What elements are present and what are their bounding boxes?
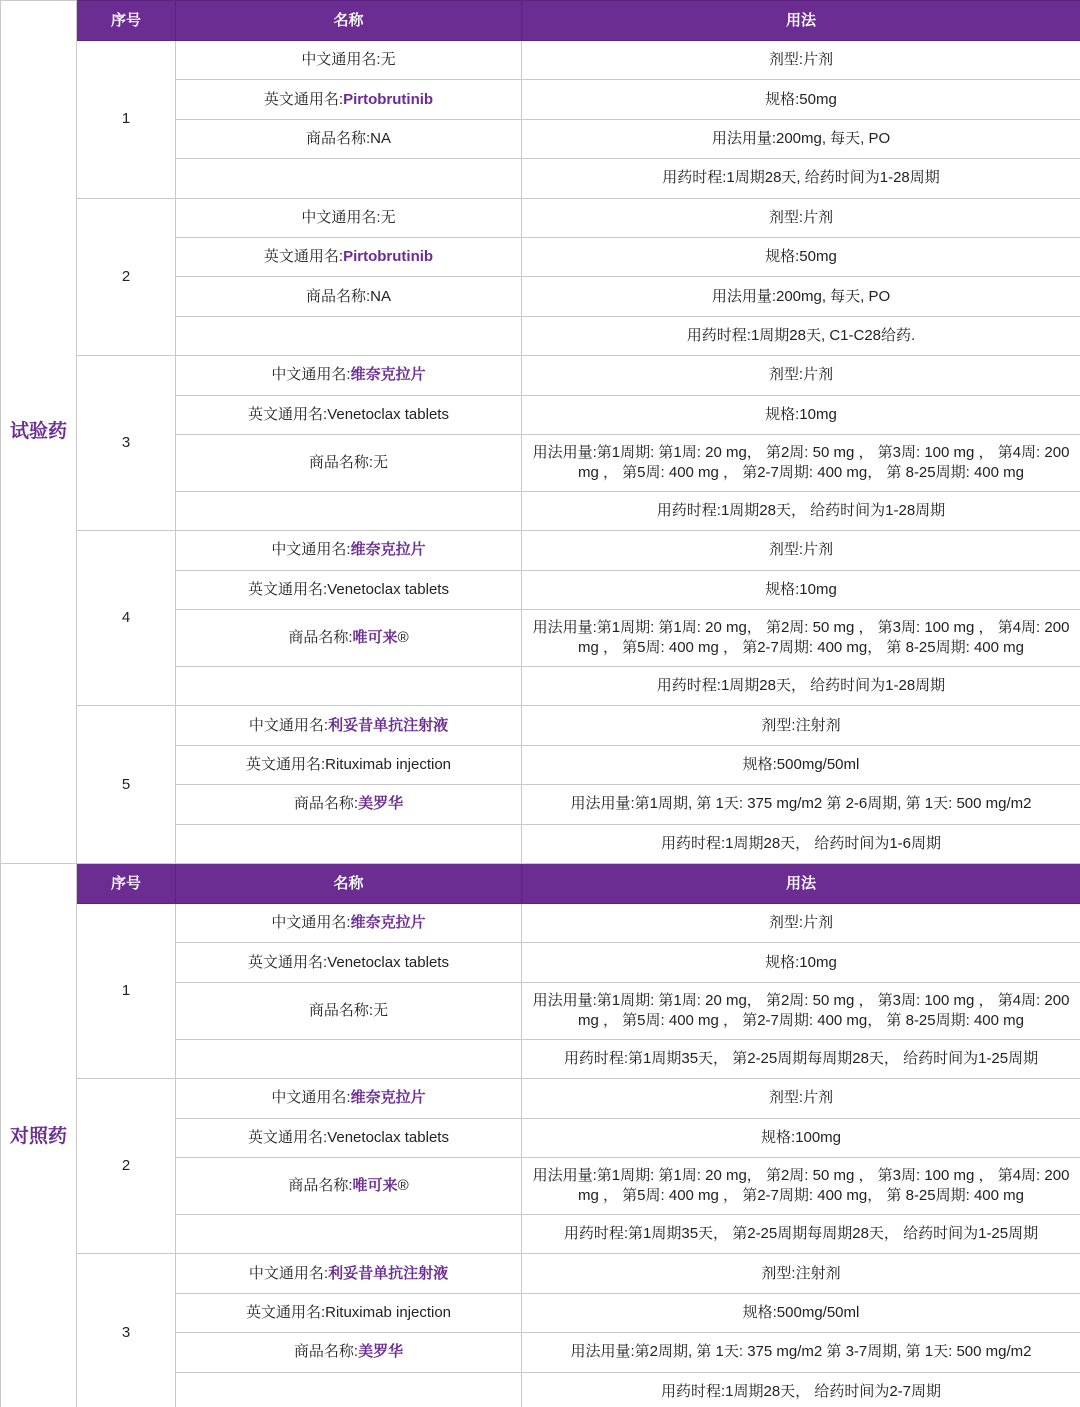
drug-name-label: 商品名称: [293,1343,359,1361]
usage-cell: 剂型:片剂 [522,356,1080,395]
drug-name-cell [176,824,522,863]
drug-name-label: 英文通用名: [263,248,344,266]
usage-cell: 用法用量:200mg, 每天, PO [522,277,1080,316]
drug-name-cell [176,119,522,158]
usage-cell: 剂型:片剂 [522,531,1080,570]
drug-name-cell [176,1254,522,1293]
drug-name-cell [176,1118,522,1157]
drug-name-cell [176,1372,522,1407]
header-row [1,1,1080,41]
group-number: 2 [77,1079,176,1254]
drug-name-cell [176,277,522,316]
drug-name-highlight: Pirtobrutinib [343,248,434,266]
group-number: 2 [77,198,176,356]
drug-name-cell [176,531,522,570]
usage-cell: 剂型:片剂 [522,198,1080,237]
drug-name-highlight: 利妥昔单抗注射液 [328,716,449,734]
drug-name-label: 中文通用名: [271,541,351,559]
usage-cell: 用药时程:第1周期35天， 第2-25周期每周期28天， 给药时间为1-25周期 [522,1214,1080,1253]
drug-row [1,198,1080,237]
drug-row [1,531,1080,570]
drug-name-cell [176,198,522,237]
drug-name-cell [176,316,522,355]
drug-name-label: 英文通用名:Venetoclax tablets [248,1128,449,1146]
usage-cell: 用法用量:第2周期, 第 1天: 375 mg/m2 第 3-7周期, 第 1天: 500 mg/m2 [522,1333,1080,1372]
drug-row [1,356,1080,395]
usage-cell: 用法用量:第1周期, 第 1天: 375 mg/m2 第 2-6周期, 第 1天: 500 mg/m2 [522,785,1080,824]
drug-name-highlight: 美罗华 [358,795,404,813]
drug-name-suffix: ® [397,629,409,647]
drug-name-cell [176,1157,522,1214]
group-number: 5 [77,706,176,864]
drug-name-label: 英文通用名:Venetoclax tablets [248,953,449,971]
drug-name-label: 中文通用名: [248,716,329,734]
drug-name-suffix: ® [397,1176,409,1194]
usage-cell: 规格:10mg [522,943,1080,982]
drug-row [1,1254,1080,1293]
usage-cell: 剂型:片剂 [522,904,1080,943]
drug-name-label: 商品名称: [288,1176,353,1194]
header-row [1,864,1080,904]
drug-name-label: 中文通用名: [271,914,351,932]
drug-name-cell [176,785,522,824]
drug-name-cell [176,982,522,1039]
drug-name-label: 商品名称: [288,629,353,647]
drug-row [1,904,1080,943]
drug-name-cell [176,80,522,119]
drug-name-highlight: 维奈克拉片 [350,1089,426,1107]
drug-name-cell [176,41,522,80]
usage-cell: 规格:50mg [522,237,1080,276]
usage-cell: 用药时程:1周期28天, 给药时间为1-28周期 [522,159,1080,198]
drug-name-cell [176,943,522,982]
drug-name-cell [176,237,522,276]
drug-name-label: 商品名称:无 [308,1001,389,1019]
drug-name-label: 英文通用名:Rituximab injection [245,756,452,774]
drug-name-highlight: Pirtobrutinib [343,90,434,108]
usage-cell: 规格:50mg [522,80,1080,119]
usage-cell: 规格:100mg [522,1118,1080,1157]
usage-cell: 用药时程:1周期28天， 给药时间为1-28周期 [522,667,1080,706]
usage-cell: 用法用量:200mg, 每天, PO [522,119,1080,158]
usage-cell: 剂型:注射剂 [522,706,1080,745]
header-number: 序号 [77,864,176,904]
group-number: 3 [77,356,176,531]
drug-name-highlight: 利妥昔单抗注射液 [328,1264,449,1282]
usage-cell: 规格:10mg [522,395,1080,434]
drug-name-label: 中文通用名: [271,1089,351,1107]
drug-name-cell [176,1214,522,1253]
usage-cell: 用法用量:第1周期: 第1周: 20 mg， 第2周: 50 mg ， 第3周: 100 mg ， 第4周: 200 mg ， 第5周: 400 mg ， 第2-7周期: 400 mg， 第 8-25周期: 400 mg [522,982,1080,1039]
drug-name-label: 中文通用名: [271,366,351,384]
drug-name-cell [176,706,522,745]
drug-name-label: 商品名称:NA [305,287,391,305]
drug-name-label: 中文通用名:无 [301,51,396,69]
section-1 [1,1,1080,864]
drug-name-cell [176,356,522,395]
drug-name-cell [176,395,522,434]
drug-name-cell [176,610,522,667]
drug-name-cell [176,904,522,943]
header-number: 序号 [77,1,176,41]
usage-cell: 用法用量:第1周期: 第1周: 20 mg， 第2周: 50 mg ， 第3周: 100 mg ， 第4周: 200 mg ， 第5周: 400 mg ， 第2-7周期: 400 mg， 第 8-25周期: 400 mg [522,610,1080,667]
usage-cell: 用药时程:1周期28天， 给药时间为1-28周期 [522,491,1080,530]
header-usage: 用法 [522,1,1080,41]
drug-name-cell [176,434,522,491]
drug-name-cell [176,1293,522,1332]
header-usage: 用法 [522,864,1080,904]
usage-cell: 剂型:片剂 [522,41,1080,80]
drug-name-highlight: 唯可来 [352,1176,398,1194]
usage-cell: 用法用量:第1周期: 第1周: 20 mg， 第2周: 50 mg ， 第3周: 100 mg ， 第4周: 200 mg ， 第5周: 400 mg ， 第2-7周期: 400 mg， 第 8-25周期: 400 mg [522,434,1080,491]
section-label: 对照药 [1,864,77,1407]
drug-name-label: 中文通用名: [248,1264,329,1282]
usage-cell: 用药时程:1周期28天， 给药时间为1-6周期 [522,824,1080,863]
drug-name-highlight: 维奈克拉片 [350,541,426,559]
group-number: 1 [77,41,176,199]
drug-name-cell [176,745,522,784]
usage-cell: 用药时程:第1周期35天， 第2-25周期每周期28天， 给药时间为1-25周期 [522,1039,1080,1078]
usage-cell: 规格:500mg/50ml [522,1293,1080,1332]
usage-cell: 规格:10mg [522,570,1080,609]
usage-cell: 用法用量:第1周期: 第1周: 20 mg， 第2周: 50 mg ， 第3周: 100 mg ， 第4周: 200 mg ， 第5周: 400 mg ， 第2-7周期: 400 mg， 第 8-25周期: 400 mg [522,1157,1080,1214]
usage-cell: 规格:500mg/50ml [522,745,1080,784]
drug-name-highlight: 维奈克拉片 [350,366,426,384]
drug-name-label: 英文通用名:Venetoclax tablets [248,580,449,598]
drug-name-highlight: 维奈克拉片 [350,914,426,932]
drug-name-cell [176,1079,522,1118]
drug-name-label: 商品名称:NA [305,129,391,147]
header-name: 名称 [176,1,522,41]
usage-cell: 用药时程:1周期28天， 给药时间为2-7周期 [522,1372,1080,1407]
usage-cell: 剂型:片剂 [522,1079,1080,1118]
section-label: 试验药 [1,1,77,864]
drug-name-highlight: 美罗华 [358,1343,404,1361]
drug-row [1,1079,1080,1118]
drug-name-highlight: 唯可来 [352,629,398,647]
drug-name-label: 商品名称:无 [308,453,389,471]
drug-row [1,41,1080,80]
usage-cell: 用药时程:1周期28天, C1-C28给药. [522,316,1080,355]
group-number: 3 [77,1254,176,1407]
drug-name-label: 中文通用名:无 [301,208,396,226]
drug-name-cell [176,1333,522,1372]
drug-name-label: 英文通用名:Rituximab injection [245,1303,452,1321]
drug-name-cell [176,1039,522,1078]
usage-cell: 剂型:注射剂 [522,1254,1080,1293]
group-number: 1 [77,904,176,1079]
drug-name-cell [176,159,522,198]
drug-name-cell [176,570,522,609]
drug-name-label: 英文通用名:Venetoclax tablets [248,405,449,423]
drug-row [1,706,1080,745]
drug-name-label: 英文通用名: [263,90,344,108]
section-2 [1,864,1080,1407]
drug-name-label: 商品名称: [293,795,359,813]
drug-name-cell [176,667,522,706]
drug-name-cell [176,491,522,530]
group-number: 4 [77,531,176,706]
header-name: 名称 [176,864,522,904]
